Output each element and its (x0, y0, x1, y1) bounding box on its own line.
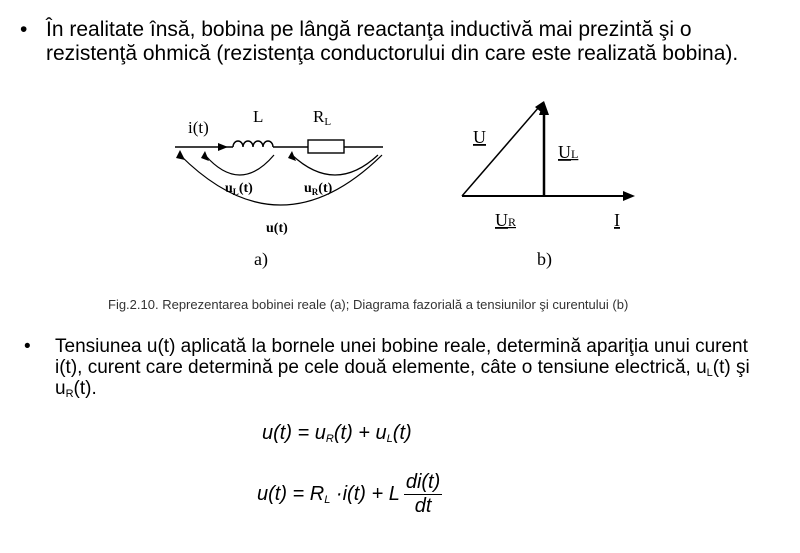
current-label: i(t) (188, 118, 209, 137)
u-arrowhead-icon (176, 150, 185, 160)
fraction-denominator: dt (414, 495, 432, 517)
uL-label: $u_L(t)$ (225, 181, 253, 197)
UL-label: UL (558, 142, 579, 162)
phasor-diagram (455, 95, 645, 275)
current-phasor-arrow-icon (623, 191, 635, 201)
panel-label-b: b) (537, 249, 552, 269)
figure-caption: Fig.2.10. Reprezentarea bobinei reale (a); Diagrama fazorială a tensiunilor şi curentului (b) (108, 297, 629, 312)
u-label: u(t) (266, 221, 288, 236)
UR-label: UR (495, 210, 517, 230)
resistor-label: RL (313, 107, 332, 128)
bullet-dot-icon: • (20, 18, 28, 41)
inductor-label: L (253, 107, 264, 126)
fraction-numerator: di(t) (405, 471, 441, 493)
u-phasor (462, 107, 539, 196)
U-label: U (473, 127, 486, 147)
uL-arc (205, 155, 274, 175)
uR-label: $u_R(t)$ (304, 181, 333, 197)
current-arrow-icon (218, 143, 228, 151)
uR-arrowhead-icon (288, 151, 296, 161)
equation-2: $u(t) = R_L \cdot i(t) + L$ $\frac{di(t)}{dt}$ (257, 471, 441, 517)
uR-arc (292, 155, 378, 175)
panel-label-a: a) (254, 249, 268, 269)
uL-arrowhead-icon (201, 151, 209, 161)
circuit-diagram (170, 100, 400, 275)
fraction (404, 471, 442, 518)
resistor (308, 140, 344, 153)
bullet-text-1: În realitate însă, bobina pe lângă reactanţa inductivă mai prezintă şi o rezistenţă ohmică (rezistenţa conductorului din care este realizată bobina). (46, 18, 739, 65)
bullet-text-2: Tensiunea u(t) aplicată la bornele unei bobine reale, determină apariţia unui curent i(t), curent care determină pe cele două elemente, câte o tensiune electrică, $u_L(t)$ şi $u_R(t)$. (55, 336, 750, 400)
equation-1: $u(t) = u_R(t) + u_L(t)$ (262, 422, 412, 445)
u-arc (180, 155, 382, 205)
I-label: I (614, 210, 620, 230)
bullet-dot-icon: • (24, 336, 31, 357)
inductor-coil (233, 141, 273, 147)
